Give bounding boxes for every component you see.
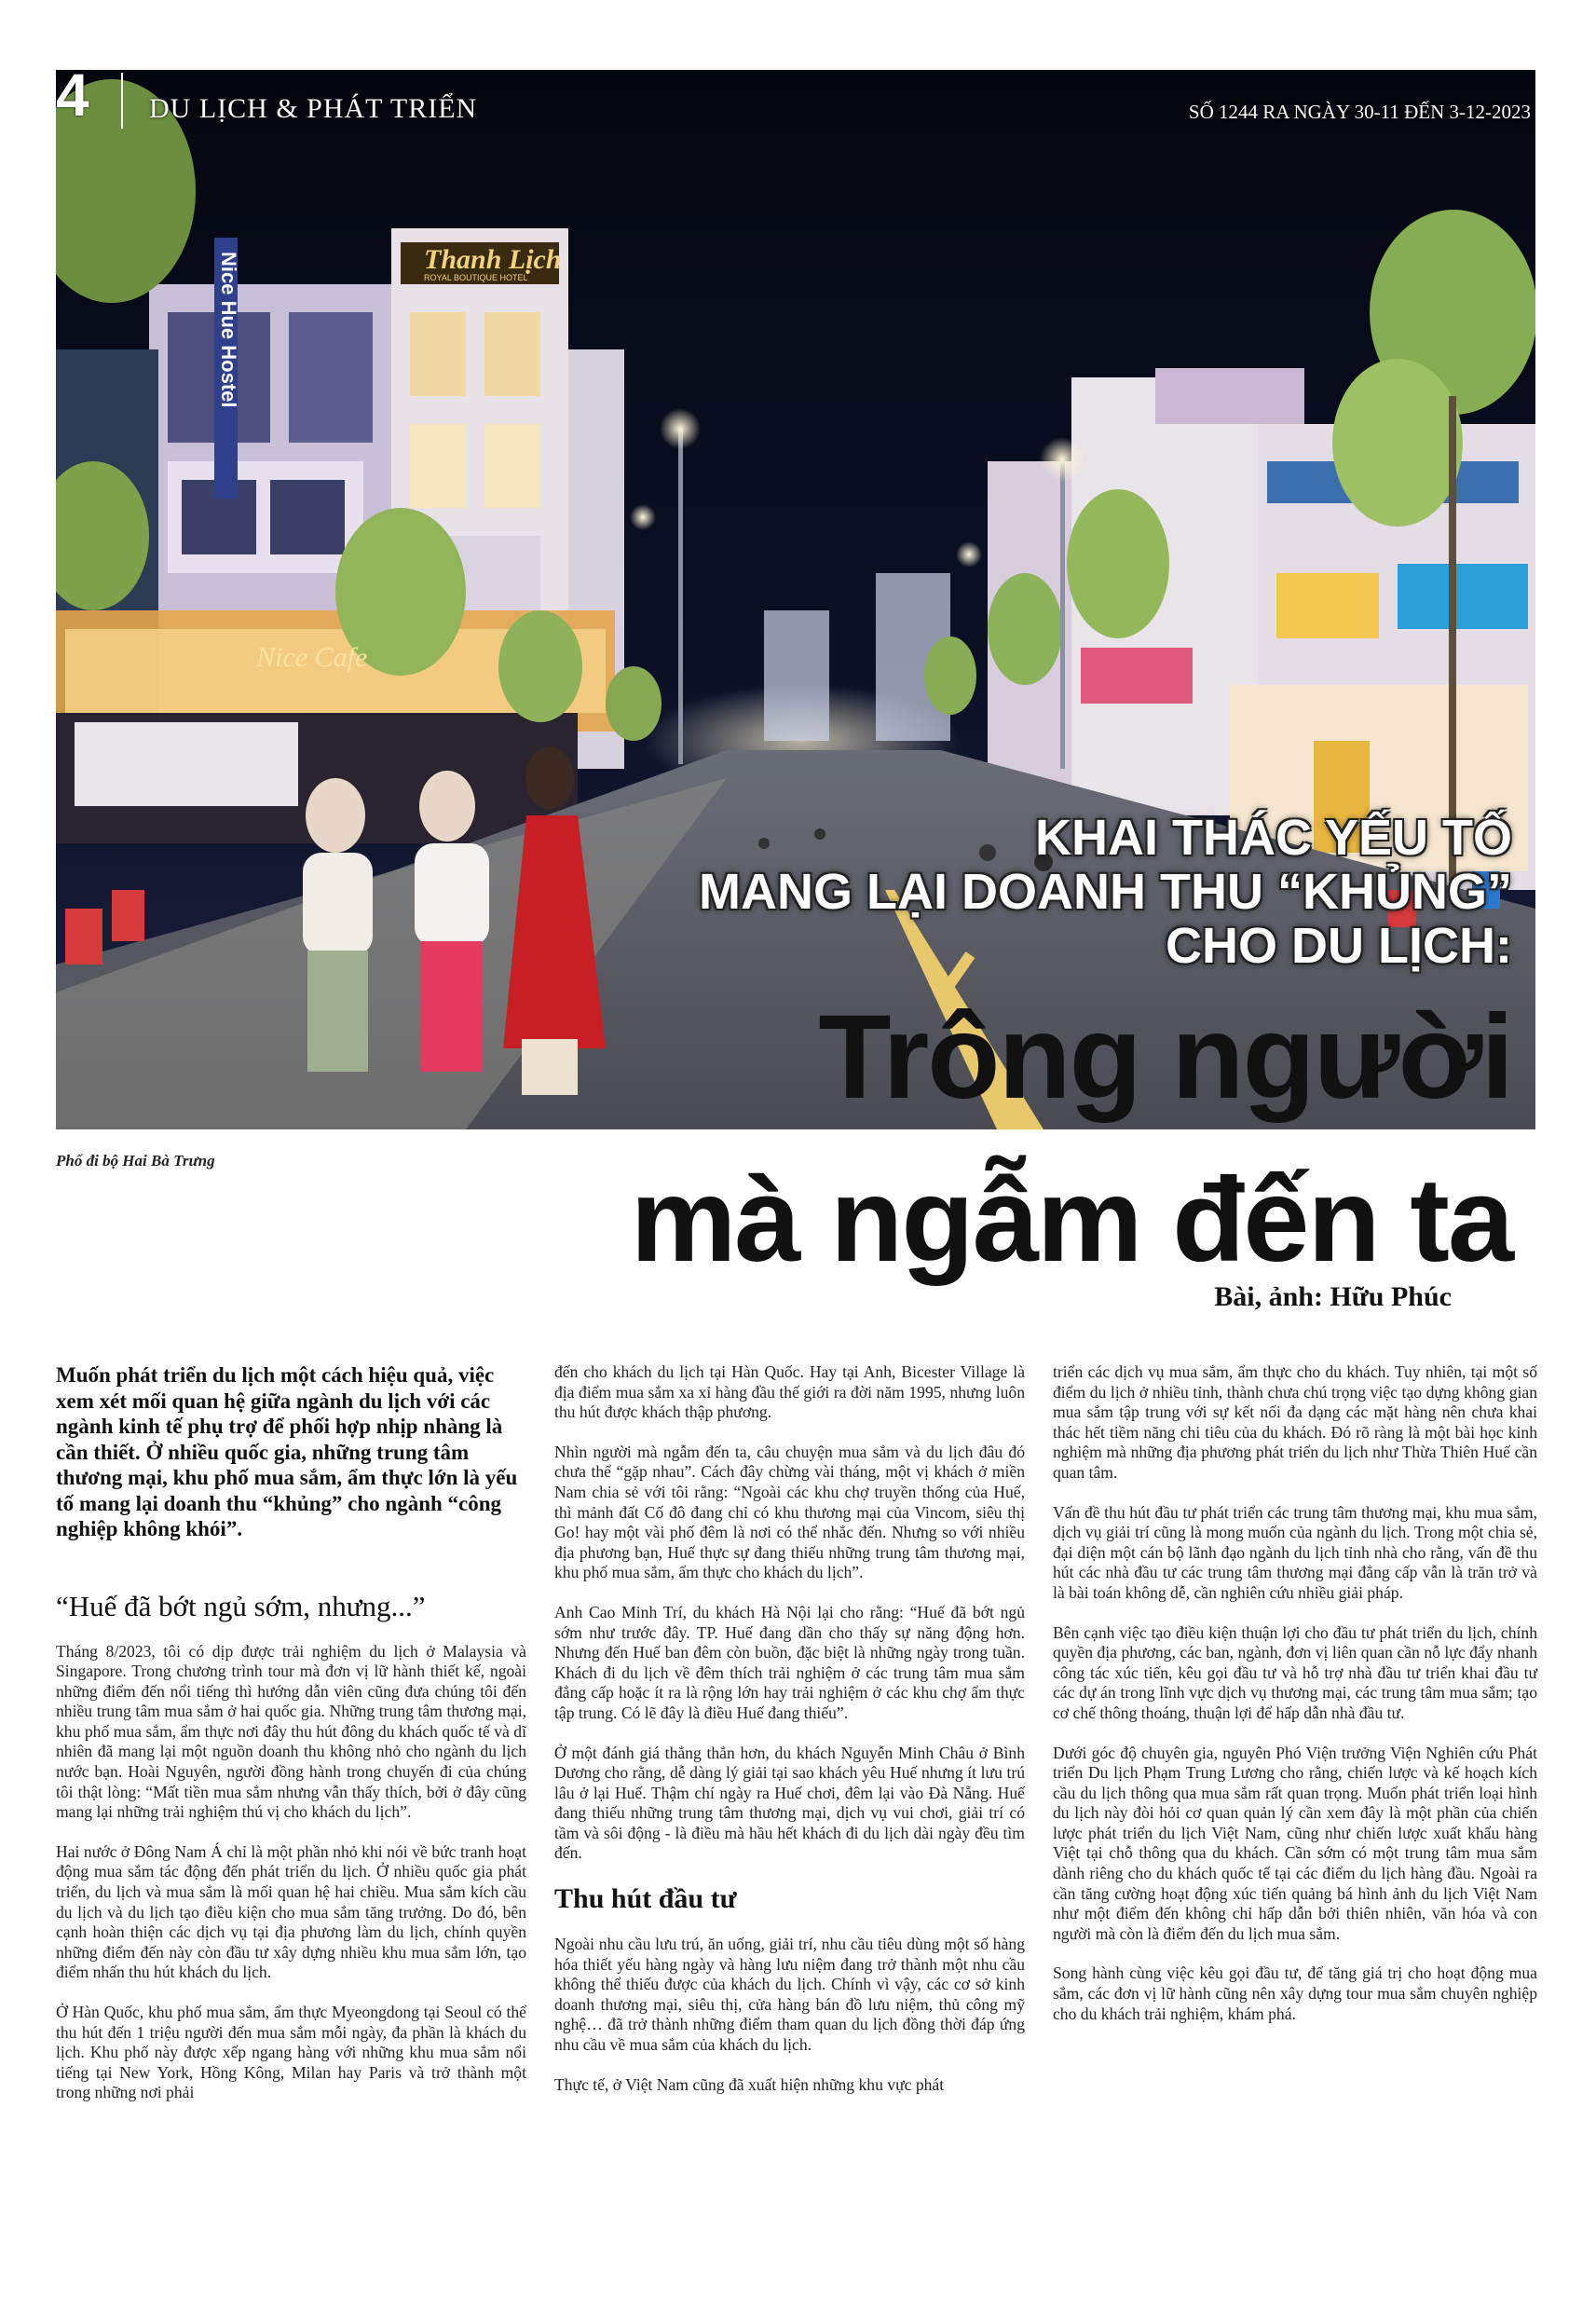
paragraph: Dưới góc độ chuyên gia, nguyên Phó Viện trưởng Viện Nghiên cứu Phát triển Du lịch Phạm Trung Lương cho rằng, chiến lược và kế hoạch kích cầu du lịch thông qua mua sắm rất quan trọng. Muốn phát triển loại hình du lịch này đòi hỏi cơ quan quản lý cần xem đây là một phần của chiến lược phát triển du lịch Việt Nam, cũng như chiến lược xuất khẩu hàng Việt tại chỗ thông qua du khách. Cần sớm có một trung tâm mua sắm dành riêng cho du khách quốc tế tại các điểm du lịch hàng đầu. Ngoài ra cần tăng cường hoạt động xúc tiến quảng bá hình ảnh du lịch Việt Nam như một điểm đến không chỉ hấp dẫn bởi thiên nhiên, văn hóa và con người mà còn là điểm đến du lịch mua sắm. [1053,1743,1537,1943]
kicker [487,811,1512,973]
column-2 [554,1362,1025,2114]
sign-hotel: Thanh Lịch [424,244,562,275]
paragraph: Ở Hàn Quốc, khu phố mua sắm, ẩm thực Myeongdong tại Seoul có thể thu hút đến 1 triệu người đến mua sắm mỗi ngày, đa phần là khách du lịch. Khu phố này được xếp ngang hàng với những khu mua sắm nổi tiếng tại New York, Hồng Kông, Milan hay Paris và trở thành một trong những nơi phải [56,2003,526,2102]
sign-vertical: Nice Hue Hostel [217,252,240,408]
subhead-1: “Huế đã bớt ngủ sớm, nhưng...” [56,1589,426,1622]
issue-info: SỐ 1244 RA NGÀY 30-11 ĐẾN 3-12-2023 [1188,101,1531,123]
paragraph: triển các dịch vụ mua sắm, ẩm thực cho du khách. Tuy nhiên, tại một số điểm du lịch ở nhiều tỉnh, thành chưa chú trọng việc tạo dựng không gian mua sắm tập trung với sự kết nối đa dạng các mặt hàng nên chưa khai thác hết tiềm năng chi tiêu của du khách. Đó rõ ràng là một bài học kinh nghiệm mà những địa phương phát triển du lịch như Thừa Thiên Huế cần quan tâm. [1053,1362,1537,1482]
paragraph: Nhìn người mà ngẫm đến ta, câu chuyện mua sắm và du lịch đâu đó chưa thể “gặp nhau”. Cách đây chừng vài tháng, một vị khách ở miền Nam chia sẻ với tôi rằng: “Ngoài các khu chợ truyền thống của Huế, thì mảnh đất Cố đô đang chỉ có khu thương mại của Vincom, siêu thị Go! hay một vài phố đêm là nơi có thể nhắc đến. Nhưng so với nhiều địa phương bạn, Huế thực sự đang thiếu những trung tâm thương mại, khu phố mua sắm, ẩm thực cho khách du lịch”. [554,1442,1025,1582]
paragraph: Thực tế, ở Việt Nam cũng đã xuất hiện những khu vực phát [554,2074,945,2094]
headline-line-2: mà ngẫm đến ta [630,1154,1512,1287]
sign-hotel-sub: ROYAL BOUTIQUE HOTEL [424,273,528,282]
lead-paragraph: Muốn phát triển du lịch một cách hiệu quả, việc xem xét mối quan hệ giữa ngành du lịch với các ngành kinh tế phụ trợ để phối hợp nhịp nhàng là cần thiết. Ở nhiều quốc gia, những trung tâm thương mại, khu phố mua sắm, ẩm thực lớn là yếu tố mang lại doanh thu “khủng” cho ngành “công nghiệp không khói”. [56,1363,518,1540]
paragraph: Song hành cùng việc kêu gọi đầu tư, để tăng giá trị cho hoạt động mua sắm, các đơn vị lữ hành cũng nên xây dựng tour mua sắm chuyên nghiệp cho du khách trải nghiệm, khám phá. [1053,1963,1537,2023]
photo-caption: Phố đi bộ Hai Bà Trưng [56,1152,215,1170]
section-title: DU LỊCH & PHÁT TRIỂN [149,93,478,124]
paragraph: Bên cạnh việc tạo điều kiện thuận lợi cho đầu tư phát triển du lịch, chính quyền địa phương, các ban, ngành, đơn vị liên quan cần nỗ lực đẩy nhanh công tác xúc tiến, kêu gọi đầu tư và hỗ trợ nhà đầu tư triển khai đầu tư các dự án trong lĩnh vực dịch vụ thương mại, các trung tâm mua sắm; tạo cơ chế thông thoáng, thuận lợi để hấp dẫn nhà đầu tư. [1053,1622,1537,1722]
column-3 [1053,1362,1537,2044]
page-number: 4 [56,62,89,129]
byline: Bài, ảnh: Hữu Phúc [1214,1281,1452,1312]
headline-line-1: Trông người [818,991,1512,1124]
paragraph: Vấn đề thu hút đầu tư phát triển các trung tâm thương mại, khu mua sắm, dịch vụ giải trí cũng là mong muốn của ngành du lịch. Trong một chia sẻ, đại diện một cán bộ lãnh đạo ngành du lịch tỉnh nhà cho rằng, vấn đề thu hút các nhà đầu tư các trung tâm thương mại đẳng cấp vẫn là trăn trở và là bài toán không dễ, cần nghiên cứu nhiều giải pháp. [1053,1502,1537,1602]
header-divider [121,73,123,129]
column-1 [56,1362,526,2123]
kicker-line-3: CHO DU LỊCH: [1166,918,1512,974]
paragraph: Tháng 8/2023, tôi có dịp được trải nghiệm du lịch ở Malaysia và Singapore. Trong chương trình tour mà đơn vị lữ hành thiết kế, ngoài những điểm đến nổi tiếng thì hướng dẫn viên cũng đưa chúng tôi đến nhiều trung tâm mua sắm ở hai quốc gia. Những trung tâm thương mại, khu phố mua sắm, ẩm thực nơi đây thu hút đông du khách quốc tế và dĩ nhiên đã mang lại một nguồn doanh thu không nhỏ cho ngành du lịch nước bạn. Hoài Nguyên, người đồng hành trong chuyến đi của chúng tôi thật lòng: “Mất tiền mua sắm nhưng vẫn thấy thích, bởi ở đây cũng mang lại những trải nghiệm thú vị cho khách du lịch”. [56,1641,526,1822]
paragraph: Ngoài nhu cầu lưu trú, ăn uống, giải trí, nhu cầu tiêu dùng một số hàng hóa thiết yếu hàng ngày và hàng lưu niệm đang trở thành một nhu cầu không thể thiếu được của khách du lịch. Chính vì vậy, các cơ sở kinh doanh thương mại, siêu thị, cửa hàng bán đồ lưu niệm, thủ công mỹ nghệ… đã trở thành những điểm tham quan du lịch đồng thời đáp ứng nhu cầu về mua sắm của khách du lịch. [554,1935,1025,2055]
paragraph: Anh Cao Minh Trí, du khách Hà Nội lại cho rằng: “Huế đã bớt ngủ sớm như trước đây. TP. Huế đang dần cho thấy sự năng động hơn. Nhưng đến Huế ban đêm còn buồn, đặc biệt là những ngày trong tuần. Khách đi du lịch về đêm thích trải nghiệm ở các trung tâm mua sắm đẳng cấp hoặc ít ra là rộng lớn hay trải nghiệm ở các khu chợ ẩm thực tập trung. Có lẽ đây là điều Huế đang thiếu”. [554,1602,1025,1722]
kicker-line-2: MANG LẠI DOANH THU “KHỦNG” [699,864,1512,920]
kicker-line-1: KHAI THÁC YẾU TỐ [1034,810,1512,866]
subhead-2: Thu hút đầu tư [554,1883,737,1915]
paragraph: đến cho khách du lịch tại Hàn Quốc. Hay tại Anh, Bicester Village là địa điểm mua sắm xa xỉ hàng đầu thế giới ra đời năm 1995, nhưng luôn thu hút được khách thập phương. [554,1362,1025,1422]
paragraph: Ở một đánh giá thẳng thắn hơn, du khách Nguyễn Minh Châu ở Bình Dương cho rằng, dễ dàng lý giải tại sao khách yêu Huế nhưng ít lưu trú lâu ở lại Huế. Thậm chí ngày ra Huế chơi, đêm lại vào Đà Nẵng. Huế đang thiếu những trung tâm thương mại, dịch vụ vui chơi, giải trí có tầm và sôi động - là điều mà hầu hết khách đi du lịch dài ngày đều tìm đến. [554,1743,1025,1863]
paragraph: Hai nước ở Đông Nam Á chỉ là một phần nhỏ khi nói về bức tranh hoạt động mua sắm tác động đến phát triển du lịch. Ở nhiều quốc gia phát triển, du lịch và mua sắm là mối quan hệ hai chiều. Mua sắm kích cầu du lịch và du lịch tạo điều kiện cho mua sắm tăng trưởng. Do đó, bên cạnh hoàn thiện các dịch vụ tại địa phương làm du lịch, chính quyền những điểm đến này còn đầu tư xây dựng nhiều khu mua sắm lớn, tạo điểm nhấn thu hút khách du lịch. [56,1841,526,1982]
sign-cafe: Nice Cafe [256,642,368,673]
